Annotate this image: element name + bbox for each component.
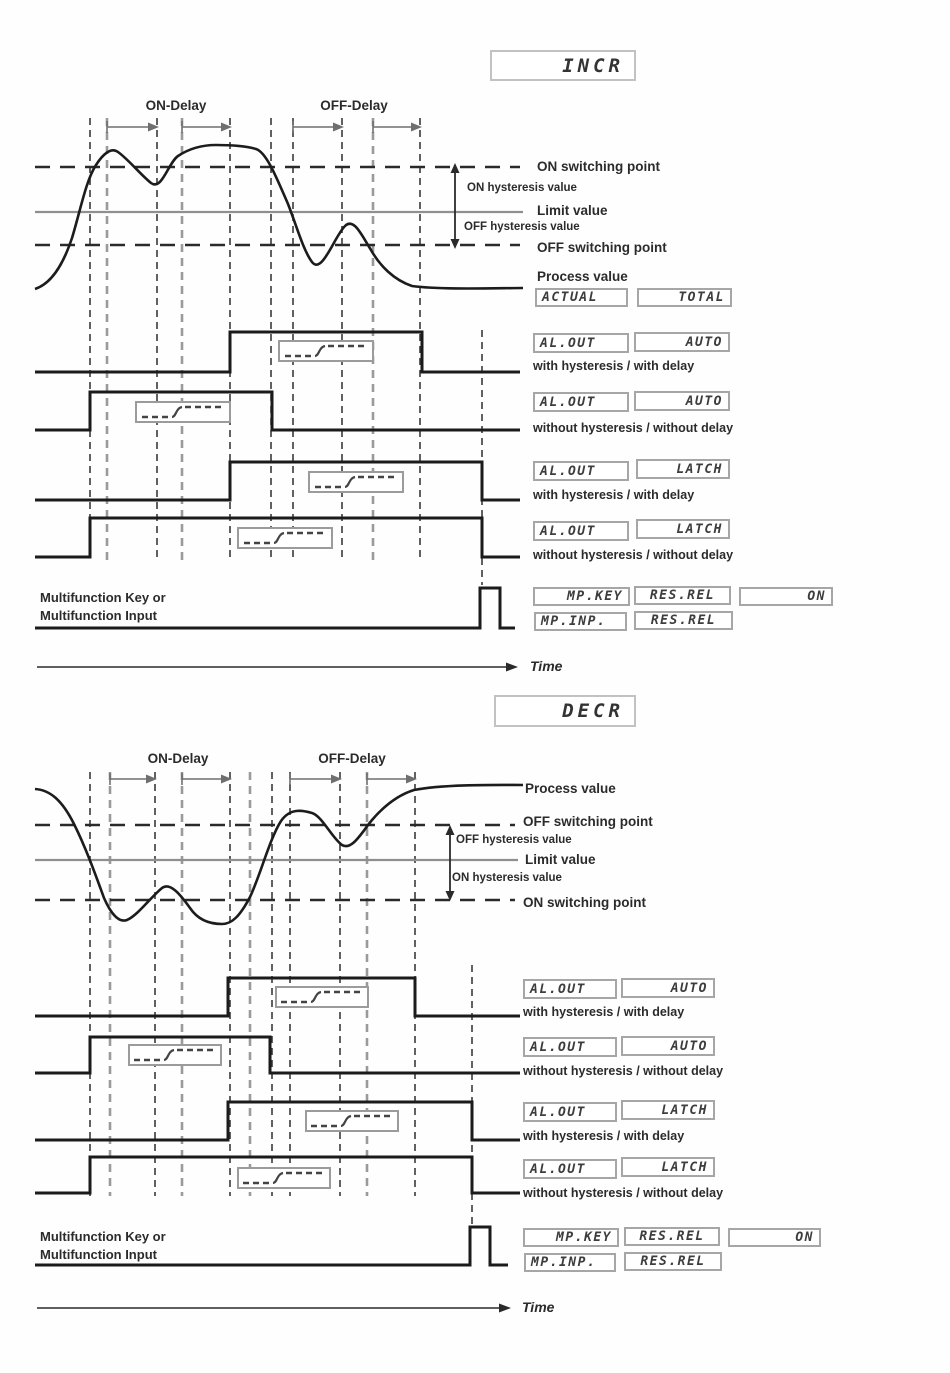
decr-off-hysteresis-label: OFF hysteresis value xyxy=(456,834,572,846)
incr-hysteresis-arrow xyxy=(451,163,460,249)
decr-latch-display-3: LATCH xyxy=(621,1100,715,1120)
incr-alout-display-2: AL.OUT xyxy=(533,392,629,412)
decr-mode-display xyxy=(494,695,636,727)
decr-alout-display-1: AL.OUT xyxy=(523,979,617,999)
incr-caption-3: with hysteresis / with delay xyxy=(533,488,695,502)
incr-mode-display-1: AUTO xyxy=(634,332,730,352)
decr-off-delay-label: OFF-Delay xyxy=(318,751,386,766)
decr-process-curve xyxy=(35,785,523,924)
delayed-rise-glyph xyxy=(241,530,329,546)
decr-on-state-display: ON xyxy=(728,1228,821,1247)
decr-mode-display-1: AUTO xyxy=(621,978,715,998)
incr-mode-text: INCR xyxy=(562,54,624,77)
decr-mode-text: DECR xyxy=(562,700,624,722)
incr-mode-display xyxy=(490,50,636,81)
incr-time-axis xyxy=(37,663,518,672)
decr-time-label: Time xyxy=(522,1299,555,1315)
decr-wave-auto-nohyst xyxy=(35,1037,520,1073)
incr-off-hysteresis-label: OFF hysteresis value xyxy=(464,221,580,233)
incr-wave-auto-nohyst xyxy=(35,392,520,430)
decr-on-delay-label: ON-Delay xyxy=(147,751,209,766)
delayed-rise-glyph xyxy=(312,474,400,490)
decr-caption-2: without hysteresis / without delay xyxy=(523,1064,724,1078)
delayed-rise-icon xyxy=(278,340,374,362)
incr-delay-arrows xyxy=(107,121,422,133)
incr-off-switching-label: OFF switching point xyxy=(537,240,667,255)
incr-resrel-display-1: RES.REL xyxy=(634,586,731,605)
delayed-rise-glyph xyxy=(308,1113,396,1129)
incr-caption-2: without hysteresis / without delay xyxy=(533,421,734,435)
decr-latch-display-4: LATCH xyxy=(621,1157,715,1177)
delayed-rise-glyph xyxy=(282,343,370,359)
decr-caption-1: with hysteresis / with delay xyxy=(523,1005,685,1019)
decr-caption-3: with hysteresis / with delay xyxy=(523,1129,685,1143)
decr-delay-arrows xyxy=(110,773,417,785)
decr-caption-4: without hysteresis / without delay xyxy=(523,1186,724,1200)
decr-alout-display-4: AL.OUT xyxy=(523,1159,617,1179)
incr-limit-label: Limit value xyxy=(537,203,608,218)
incr-resrel-display-2: RES.REL xyxy=(634,611,733,630)
incr-off-delay-label: OFF-Delay xyxy=(320,98,388,113)
incr-mpkey-display: MP.KEY xyxy=(533,587,630,606)
incr-actual-display: ACTUAL xyxy=(535,288,628,307)
delayed-rise-icon xyxy=(237,1167,331,1189)
incr-caption-4: without hysteresis / without delay xyxy=(533,548,734,562)
delayed-rise-icon xyxy=(237,527,333,549)
decr-alout-display-2: AL.OUT xyxy=(523,1037,617,1057)
incr-on-state-display: ON xyxy=(739,587,833,606)
delayed-rise-icon xyxy=(135,401,231,423)
decr-process-value-label: Process value xyxy=(525,781,616,796)
incr-multifunction-line1: Multifunction Key or xyxy=(40,590,166,605)
delayed-rise-glyph xyxy=(139,404,227,420)
incr-time-label: Time xyxy=(530,658,563,674)
incr-process-value-label: Process value xyxy=(537,269,628,284)
decr-off-switching-label: OFF switching point xyxy=(523,814,653,829)
delayed-rise-glyph xyxy=(278,989,366,1005)
decr-on-hysteresis-label: ON hysteresis value xyxy=(452,872,562,884)
decr-resrel-display-2: RES.REL xyxy=(624,1252,722,1271)
incr-alout-display-1: AL.OUT xyxy=(533,333,629,353)
decr-limit-label: Limit value xyxy=(525,852,596,867)
incr-on-delay-label: ON-Delay xyxy=(145,98,207,113)
incr-caption-1: with hysteresis / with delay xyxy=(533,359,695,373)
incr-process-curve xyxy=(35,145,523,289)
decr-on-switching-label: ON switching point xyxy=(523,895,646,910)
incr-total-display: TOTAL xyxy=(637,288,732,307)
delayed-rise-glyph xyxy=(240,1170,328,1186)
decr-mpinp-display: MP.INP. xyxy=(524,1253,616,1272)
decr-hysteresis-arrow xyxy=(446,825,455,901)
incr-on-hysteresis-label: ON hysteresis value xyxy=(467,182,577,194)
delayed-rise-icon xyxy=(275,986,369,1008)
decr-mode-display-2: AUTO xyxy=(621,1036,715,1056)
incr-multifunction-line2: Multifunction Input xyxy=(40,608,157,623)
decr-alout-display-3: AL.OUT xyxy=(523,1102,617,1122)
decr-mpkey-display: MP.KEY xyxy=(523,1228,619,1247)
incr-mode-display-2: AUTO xyxy=(634,391,730,411)
incr-latch-display-4: LATCH xyxy=(636,519,730,539)
decr-time-axis xyxy=(37,1304,511,1313)
incr-alout-display-4: AL.OUT xyxy=(533,521,629,541)
decr-wave-latch-hyst xyxy=(35,1102,520,1140)
delayed-rise-glyph xyxy=(131,1047,219,1063)
incr-latch-display-3: LATCH xyxy=(636,459,730,479)
incr-on-switching-label: ON switching point xyxy=(537,159,660,174)
incr-mpinp-display: MP.INP. xyxy=(534,612,627,631)
decr-multifunction-line2: Multifunction Input xyxy=(40,1247,157,1262)
delayed-rise-icon xyxy=(305,1110,399,1132)
delayed-rise-icon xyxy=(128,1044,222,1066)
incr-wave-latch-hyst xyxy=(35,462,520,500)
decr-multifunction-line1: Multifunction Key or xyxy=(40,1229,166,1244)
incr-alout-display-3: AL.OUT xyxy=(533,461,629,481)
delayed-rise-icon xyxy=(308,471,404,493)
decr-resrel-display-1: RES.REL xyxy=(624,1227,720,1246)
